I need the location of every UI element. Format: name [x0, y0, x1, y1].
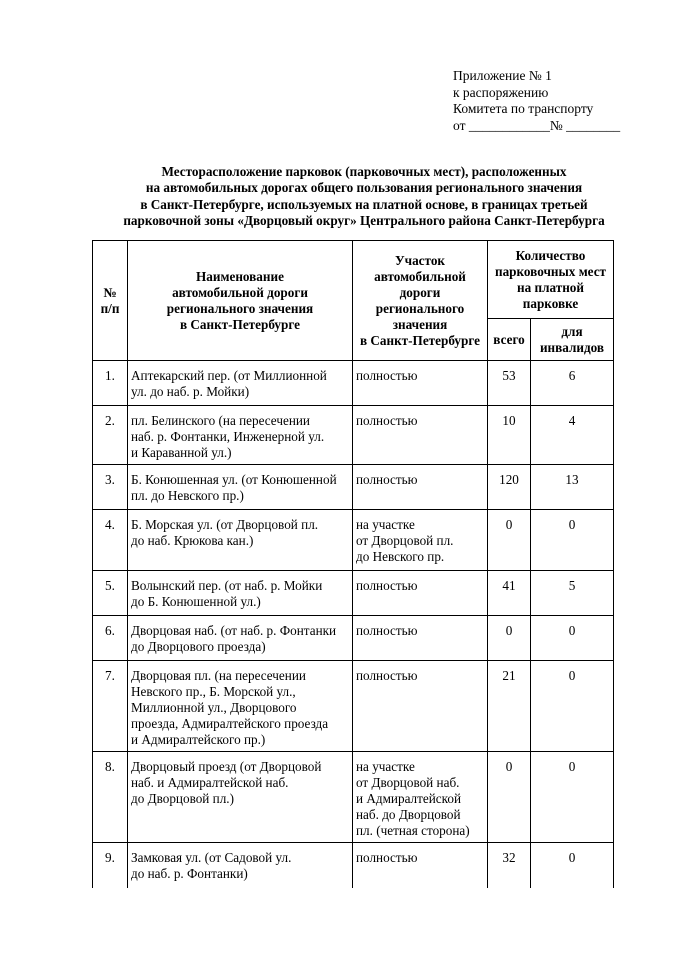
road-name-line: Б. Конюшенная ул. (от Конюшенной — [131, 472, 337, 487]
row-number: 2. — [93, 406, 128, 465]
header-parking-count: Количество парковочных мест на платной парковке — [488, 241, 614, 319]
road-name-line: Дворцовый проезд (от Дворцовой — [131, 759, 322, 774]
table-row — [93, 661, 614, 752]
table-row — [93, 843, 614, 888]
road-section — [353, 661, 488, 752]
road-name — [128, 571, 353, 616]
heading-line: в Санкт-Петербурге, используемых на платной основе, в границах третьей — [140, 196, 588, 212]
total-spaces: 0 — [488, 752, 531, 843]
road-name — [128, 510, 353, 571]
road-name-line: ул. до наб. р. Мойки) — [131, 384, 250, 399]
road-name-line: пл. до Невского пр.) — [131, 488, 244, 503]
row-number: 9. — [93, 843, 128, 888]
parking-table — [92, 240, 614, 888]
appendix-block — [453, 68, 620, 134]
road-name-line: Невского пр., Б. Морской ул., — [131, 684, 296, 699]
road-name-line: и Караванной ул.) — [131, 445, 232, 460]
total-spaces: 0 — [488, 510, 531, 571]
document-heading — [100, 164, 628, 230]
disabled-spaces: 0 — [531, 510, 614, 571]
road-name-line: Аптекарский пер. (от Миллионной — [131, 368, 327, 383]
road-section-line: полностью — [356, 578, 418, 593]
row-number: 7. — [93, 661, 128, 752]
disabled-spaces: 4 — [531, 406, 614, 465]
disabled-spaces: 6 — [531, 361, 614, 406]
row-number: 6. — [93, 616, 128, 661]
row-number: 3. — [93, 465, 128, 510]
disabled-spaces: 0 — [531, 843, 614, 888]
road-section-line: полностью — [356, 472, 418, 487]
road-name-line: и Адмиралтейского пр.) — [131, 732, 266, 747]
disabled-spaces: 13 — [531, 465, 614, 510]
heading-line: парковочной зоны «Дворцовый округ» Центрального района Санкт-Петербурга — [123, 213, 605, 229]
road-name — [128, 616, 353, 661]
road-section-line: полностью — [356, 850, 418, 865]
road-name-line: наб. р. Фонтанки, Инженерной ул. — [131, 429, 325, 444]
row-number: 1. — [93, 361, 128, 406]
road-section-line: от Дворцовой пл. — [356, 533, 454, 548]
road-section-line: наб. до Дворцовой — [356, 807, 461, 822]
total-spaces: 32 — [488, 843, 531, 888]
appendix-line: Приложение № 1 — [453, 68, 552, 83]
road-name-line: до Б. Конюшенной ул.) — [131, 594, 261, 609]
road-section-line: на участке — [356, 759, 415, 774]
road-section — [353, 406, 488, 465]
row-number: 4. — [93, 510, 128, 571]
table-row — [93, 465, 614, 510]
disabled-spaces: 0 — [531, 661, 614, 752]
disabled-spaces: 0 — [531, 752, 614, 843]
road-name — [128, 406, 353, 465]
road-name — [128, 752, 353, 843]
header-road-section: Участок автомобильной дороги регионального значения в Санкт-Петербурге — [353, 241, 488, 361]
road-section — [353, 510, 488, 571]
road-name — [128, 465, 353, 510]
table-row — [93, 406, 614, 465]
road-name-line: пл. Белинского (на пересечении — [131, 413, 310, 428]
road-section-line: до Невского пр. — [356, 549, 445, 564]
road-name — [128, 661, 353, 752]
road-section — [353, 361, 488, 406]
header-road-name: Наименование автомобильной дороги регионального значения в Санкт-Петербурге — [128, 241, 353, 361]
appendix-line: от ____________№ ________ — [453, 117, 621, 133]
total-spaces: 53 — [488, 361, 531, 406]
road-section-line: полностью — [356, 668, 418, 683]
heading-line: на автомобильных дорогах общего пользования регионального значения — [145, 180, 583, 196]
road-section-line: на участке — [356, 517, 415, 532]
road-section — [353, 616, 488, 661]
road-section-line: от Дворцовой наб. — [356, 775, 460, 790]
road-section-line: полностью — [356, 368, 418, 383]
road-name — [128, 361, 353, 406]
table-row — [93, 752, 614, 843]
road-name-line: Б. Морская ул. (от Дворцовой пл. — [131, 517, 319, 532]
road-name-line: до наб. р. Фонтанки) — [131, 866, 248, 881]
road-name-line: до Дворцового проезда) — [131, 639, 266, 654]
heading-line: Месторасположение парковок (парковочных мест), расположенных — [161, 164, 567, 179]
road-section-line: пл. (четная сторона) — [356, 823, 470, 838]
total-spaces: 10 — [488, 406, 531, 465]
total-spaces: 120 — [488, 465, 531, 510]
disabled-spaces: 5 — [531, 571, 614, 616]
table-row — [93, 616, 614, 661]
road-name — [128, 843, 353, 888]
header-num: № п/п — [93, 241, 128, 361]
road-section — [353, 843, 488, 888]
road-name-line: проезда, Адмиралтейского проезда — [131, 716, 329, 731]
total-spaces: 21 — [488, 661, 531, 752]
appendix-line: к распоряжению — [453, 84, 549, 100]
road-section — [353, 752, 488, 843]
table-row — [93, 510, 614, 571]
header-disabled: для инвалидов — [531, 319, 614, 361]
road-name-line: Замковая ул. (от Садовой ул. — [131, 850, 292, 865]
total-spaces: 41 — [488, 571, 531, 616]
road-section-line: полностью — [356, 623, 418, 638]
road-name-line: Волынский пер. (от наб. р. Мойки — [131, 578, 323, 593]
disabled-spaces: 0 — [531, 616, 614, 661]
road-section-line: и Адмиралтейской — [356, 791, 462, 806]
road-name-line: до Дворцовой пл.) — [131, 791, 234, 806]
road-name-line: наб. и Адмиралтейской наб. — [131, 775, 289, 790]
header-total: всего — [488, 319, 531, 361]
row-number: 8. — [93, 752, 128, 843]
road-name-line: до наб. Крюкова кан.) — [131, 533, 254, 548]
road-name-line: Дворцовая наб. (от наб. р. Фонтанки — [131, 623, 337, 638]
road-section — [353, 465, 488, 510]
appendix-line: Комитета по транспорту — [453, 101, 594, 116]
road-name-line: Миллионной ул., Дворцового — [131, 700, 297, 715]
total-spaces: 0 — [488, 616, 531, 661]
row-number: 5. — [93, 571, 128, 616]
road-name-line: Дворцовая пл. (на пересечении — [131, 668, 306, 683]
road-section-line: полностью — [356, 413, 418, 428]
table-row — [93, 571, 614, 616]
road-section — [353, 571, 488, 616]
table-row — [93, 361, 614, 406]
